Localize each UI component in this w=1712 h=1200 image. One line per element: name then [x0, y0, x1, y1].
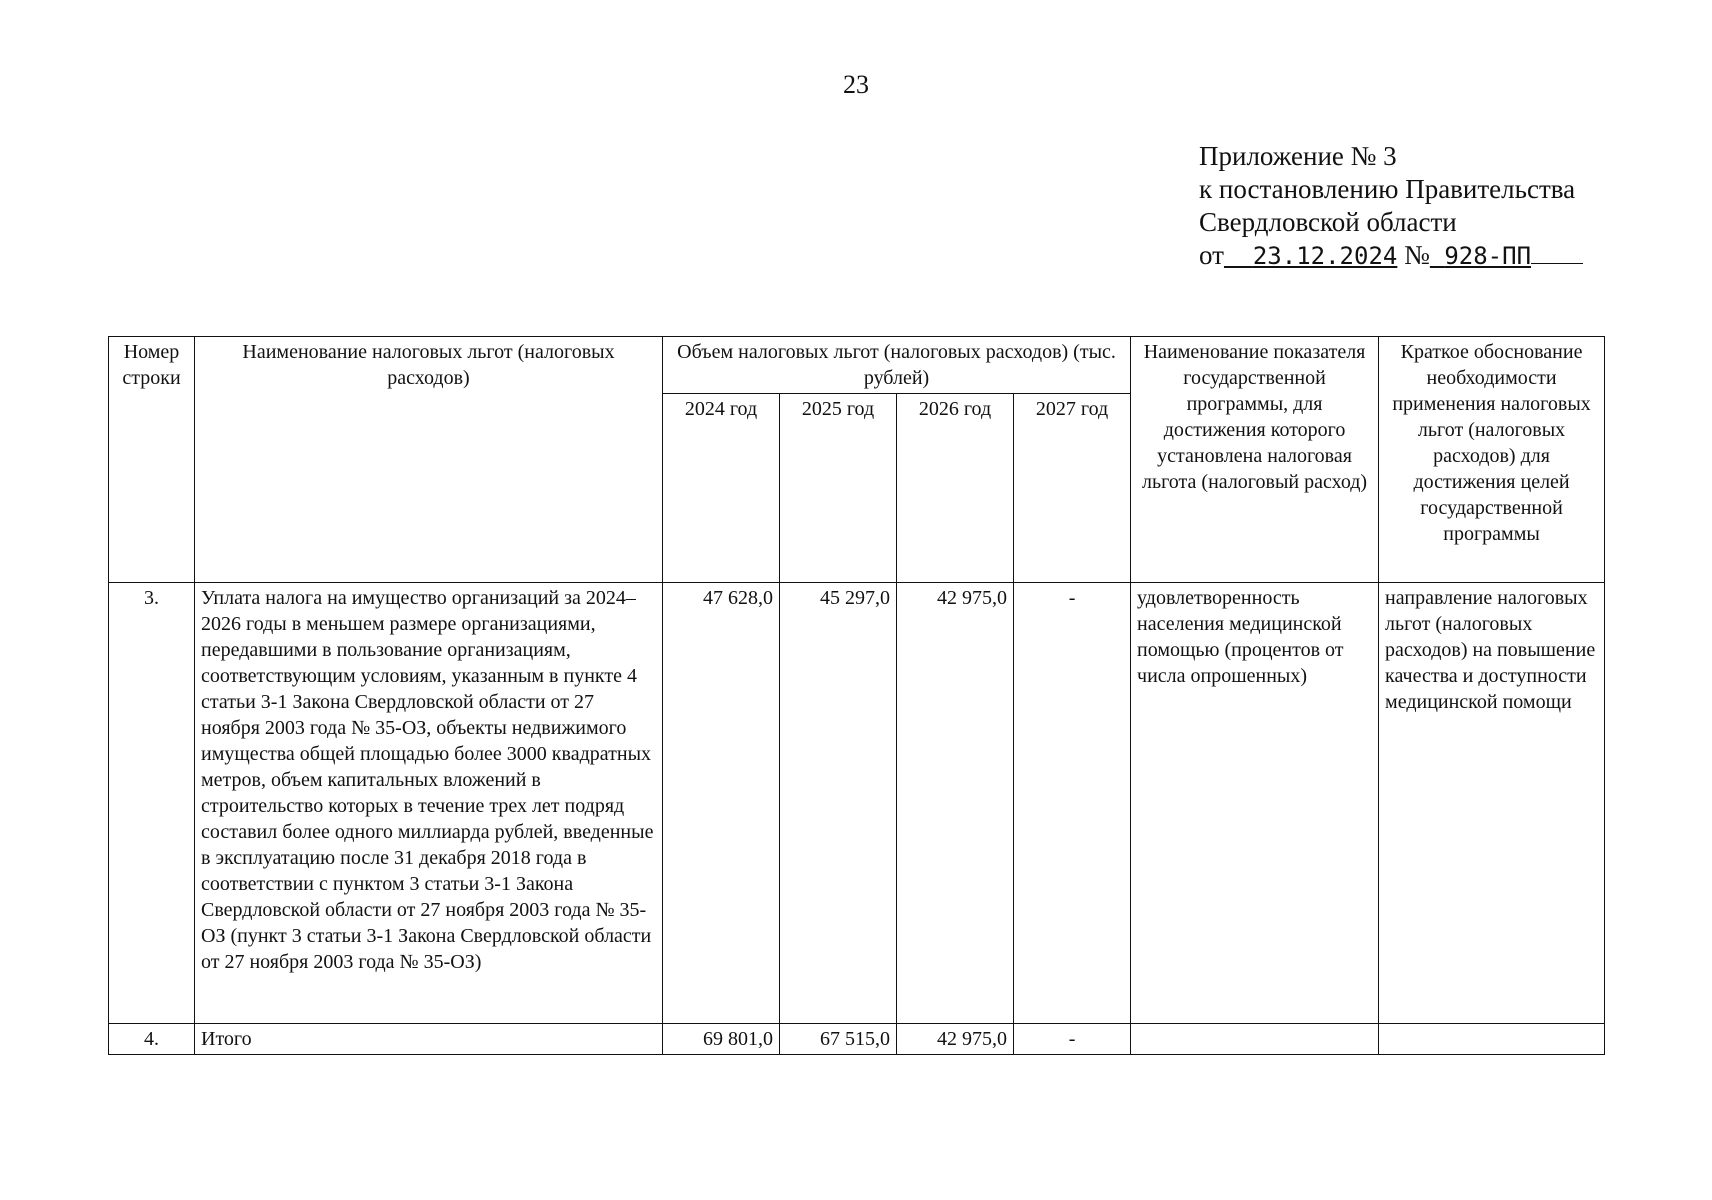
decree-date-value: 23.12.2024 — [1252, 242, 1398, 270]
benefit-name: Уплата налога на имущество организаций за 2024–2026 годы в меньшем размере организациями, передавшими в пользование организациям, соответствующим условиям, указанным в пункте 4 статьи 3-1 Закона Свердловской области от 27 ноября 2003 года № 35-ОЗ, объекты недвижимого имущества общей площадью более 3000 квадратных метров, объем капитальных вложений в строительство которых в течение трех лет подряд составил более одного миллиарда рублей, введенные в эксплуатацию после 31 декабря 2018 года в соответствии с пунктом 3 статьи 3-1 Закона Свердловской области от 27 ноября 2003 года № 35-ОЗ (пункт 3 статьи 3-1 Закона Свердловской области от 27 ноября 2003 года № 35-ОЗ) — [195, 583, 663, 1024]
header-row-number: Номер строки — [109, 337, 195, 583]
total-label: Итого — [195, 1024, 663, 1055]
total-2024: 69 801,0 — [663, 1024, 780, 1055]
total-2025: 67 515,0 — [780, 1024, 897, 1055]
header-benefit-name: Наименование налоговых льгот (налоговых расходов) — [195, 337, 663, 583]
appendix-line-2: к постановлению Правительства — [1199, 174, 1576, 204]
header-year-2027: 2027 год — [1014, 394, 1131, 583]
row-number: 3. — [109, 583, 195, 1024]
value-2026: 42 975,0 — [897, 583, 1014, 1024]
page-number: 23 — [843, 70, 869, 99]
appendix-line-1: Приложение № 3 — [1199, 141, 1397, 171]
decree-number-value: 928-ПП — [1444, 242, 1532, 270]
decree-number — [1430, 242, 1531, 270]
total-2026: 42 975,0 — [897, 1024, 1014, 1055]
decree-date — [1224, 242, 1397, 270]
header-year-2025: 2025 год — [780, 394, 897, 583]
appendix-date-line — [1199, 239, 1583, 273]
from-label: от — [1199, 240, 1224, 270]
header-indicator: Наименование показателя государственной программы, для достижения которого установлена налоговая льгота (налоговый расход) — [1131, 337, 1379, 583]
header-year-2026: 2026 год — [897, 394, 1014, 583]
header-year-2024: 2024 год — [663, 394, 780, 583]
header-volume: Объем налоговых льгот (налоговых расходов) (тыс. рублей) — [663, 337, 1131, 394]
table-row — [109, 583, 1605, 1024]
total-indicator — [1131, 1024, 1379, 1055]
appendix-block — [1199, 140, 1583, 273]
justification-text: направление налоговых льгот (налоговых расходов) на повышение качества и доступности медицинской помощи — [1379, 583, 1605, 1024]
appendix-line-3: Свердловской области — [1199, 207, 1457, 237]
tax-benefits-table — [108, 336, 1605, 1055]
row-number: 4. — [109, 1024, 195, 1055]
number-underline — [1531, 241, 1583, 264]
indicator-name: удовлетворенность населения медицинской помощью (процентов от числа опрошенных) — [1131, 583, 1379, 1024]
value-2025: 45 297,0 — [780, 583, 897, 1024]
value-2027: - — [1014, 583, 1131, 1024]
number-label: № — [1404, 240, 1430, 270]
table-row-total — [109, 1024, 1605, 1055]
value-2024: 47 628,0 — [663, 583, 780, 1024]
total-justification — [1379, 1024, 1605, 1055]
header-justification: Краткое обоснование необходимости применения налоговых льгот (налоговых расходов) для достижения целей государственной программы — [1379, 337, 1605, 583]
header-row — [109, 337, 1605, 394]
total-2027: - — [1014, 1024, 1131, 1055]
